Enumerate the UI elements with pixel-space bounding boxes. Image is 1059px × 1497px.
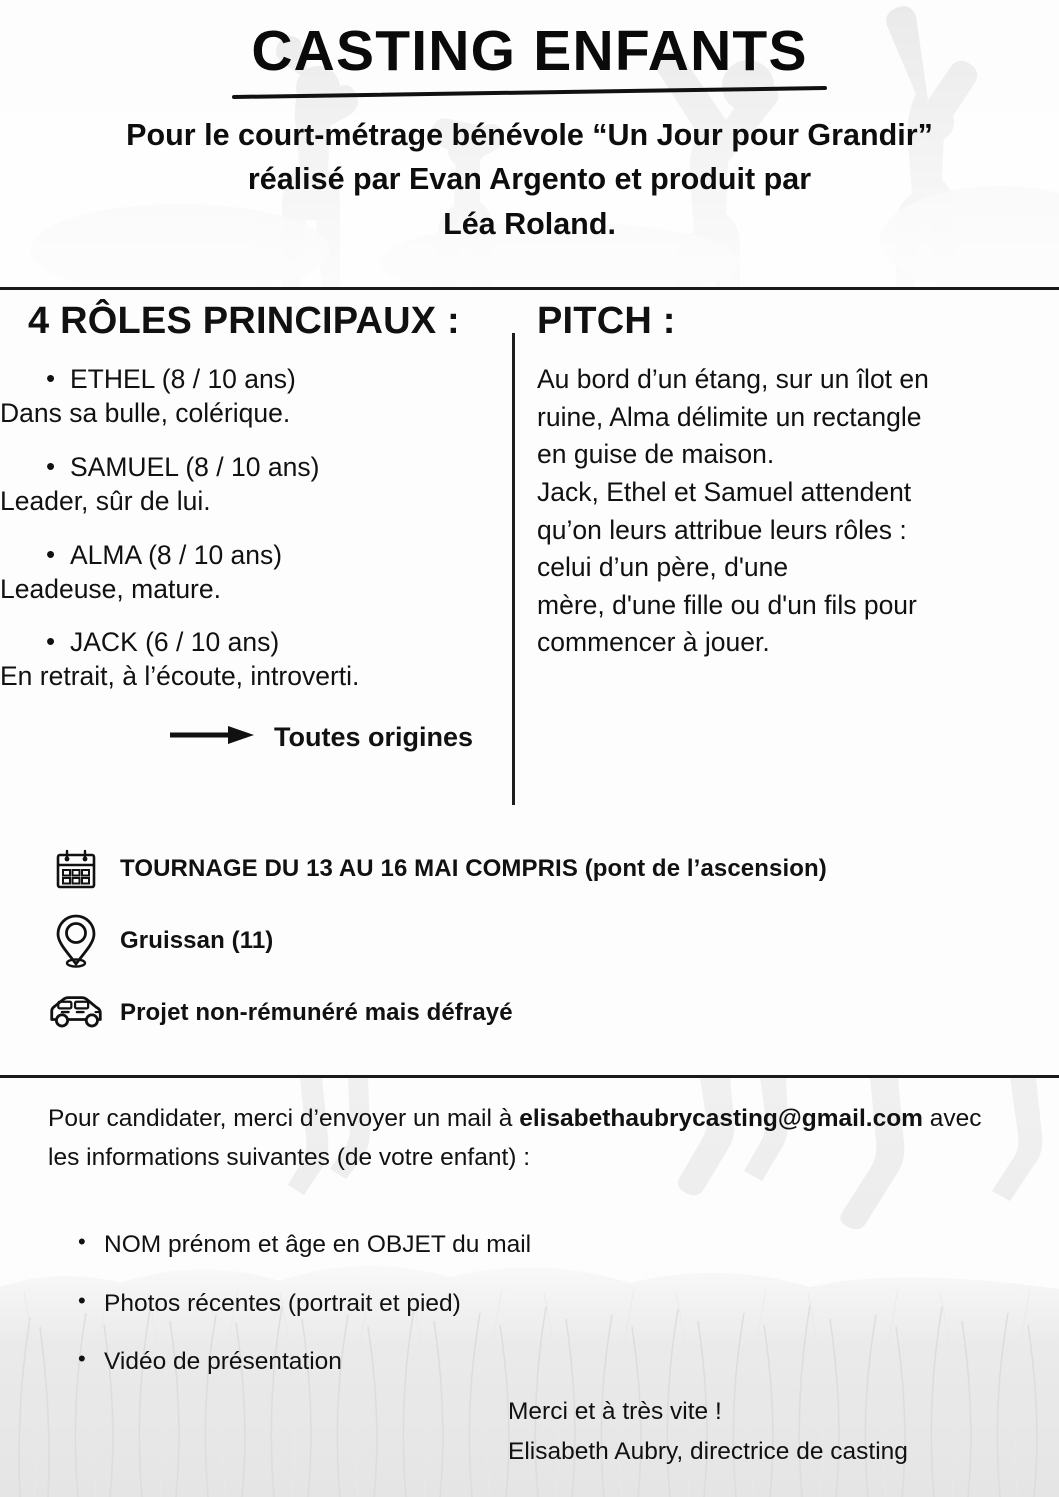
role-description: Leadeuse, mature. [0, 573, 221, 604]
pitch-text [537, 361, 1037, 662]
apply-section [0, 1100, 1059, 1409]
roles-column [0, 300, 505, 753]
subtitle-line-1: Pour le court-métrage bénévole “Un Jour pour Grandir” [126, 117, 933, 152]
role-name: • ETHEL (8 / 10 ans) [44, 363, 505, 397]
shooting-dates-text: TOURNAGE DU 13 AU 16 MAI COMPRIS (pont de l’ascension) [120, 855, 827, 882]
poster-header [0, 0, 1059, 246]
role-item [0, 451, 505, 519]
info-row-compensation [0, 977, 1059, 1049]
poster-subtitle [50, 113, 1010, 247]
calendar-icon [48, 846, 104, 892]
requirements-list [48, 1233, 1059, 1375]
role-name: • SAMUEL (8 / 10 ans) [44, 451, 505, 485]
contact-email: elisabethaubrycasting@gmail.com [519, 1105, 923, 1132]
pitch-line: ruine, Alma délimite un rectangle [537, 401, 922, 432]
signoff-name: Elisabeth Aubry, directrice de casting [508, 1437, 908, 1465]
role-description: Dans sa bulle, colérique. [0, 397, 291, 428]
subtitle-line-2: réalisé par Evan Argento et produit par [247, 162, 812, 197]
pitch-line: en guise de maison. [537, 439, 775, 470]
pitch-column [537, 300, 1037, 662]
divider-bottom [0, 1075, 1059, 1078]
apply-intro-before-email: Pour candidater, merci d’envoyer un mail à [48, 1105, 520, 1132]
divider-columns [512, 333, 515, 805]
role-description: En retrait, à l’écoute, introverti. [0, 661, 360, 692]
role-item [0, 363, 505, 431]
role-description: Leader, sûr de lui. [0, 485, 211, 516]
van-icon [48, 993, 104, 1033]
list-item: • Vidéo de présentation [78, 1350, 1059, 1375]
signoff-block [508, 1392, 908, 1471]
title-underline [232, 85, 827, 99]
apply-intro-after-email: avec les informations suivantes (de votre enfant) : [48, 1105, 982, 1171]
pitch-line: celui d’un père, d'une [537, 552, 789, 583]
apply-instructions [48, 1100, 998, 1177]
pitch-line: qu’on leurs attribue leurs rôles : [537, 514, 907, 545]
list-item: • NOM prénom et âge en OBJET du mail [78, 1233, 1059, 1258]
pitch-heading: PITCH : [537, 300, 676, 342]
pitch-line: mère, d'une fille ou d'un fils pour [537, 589, 917, 620]
origins-label: Toutes origines [274, 722, 474, 753]
info-row-location [0, 905, 1059, 977]
pitch-line: Au bord d’un étang, sur un îlot en [537, 364, 929, 394]
arrow-right-icon [170, 724, 256, 751]
signoff-thanks: Merci et à très vite ! [508, 1398, 722, 1425]
production-info-list [0, 833, 1059, 1049]
role-name: • JACK (6 / 10 ans) [44, 626, 505, 660]
page-title: CASTING ENFANTS [251, 19, 808, 83]
pitch-line: Jack, Ethel et Samuel attendent [537, 476, 912, 507]
role-item [0, 539, 505, 607]
role-item [0, 626, 505, 694]
compensation-text: Projet non-rémunéré mais défrayé [120, 999, 513, 1026]
location-pin-icon [48, 913, 104, 969]
roles-heading: 4 RÔLES PRINCIPAUX : [28, 300, 460, 342]
subtitle-line-3: Léa Roland. [443, 206, 616, 241]
location-text: Gruissan (11) [120, 927, 274, 954]
pitch-line: commencer à jouer. [537, 627, 770, 658]
info-row-dates [0, 833, 1059, 905]
origins-note [0, 722, 505, 753]
role-name: • ALMA (8 / 10 ans) [44, 539, 505, 573]
list-item: • Photos récentes (portrait et pied) [78, 1292, 1059, 1317]
divider-top [0, 287, 1059, 290]
